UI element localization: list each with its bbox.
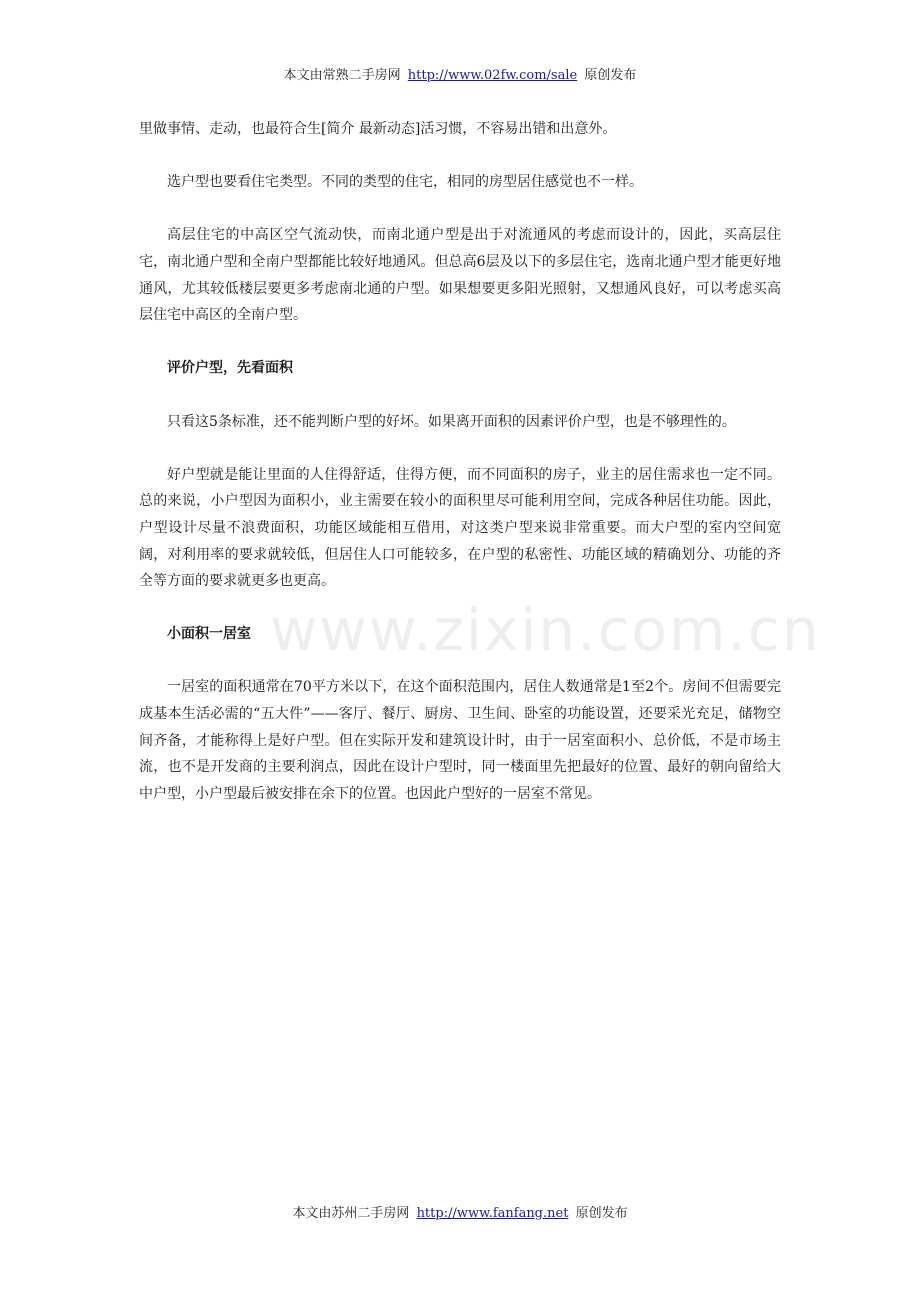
footer-link[interactable]: http://www.fanfang.net <box>416 1206 569 1221</box>
header-suffix: 原创发布 <box>584 68 637 83</box>
document-body <box>139 116 821 807</box>
paragraph-good-layout: 好户型就是能让里面的人住得舒适，住得方便，而不同面积的房子，业主的居住需求也一定不同。总的来说，小户型因为面积小，业主需要在较小的面积里尽可能利用空间，完成各种居住功能。因此，户型设计尽量不浪费面积，功能区域能相互借用，对这类户型来说非常重要。而大户型的室内空间宽阔，对利用率的要求就较低，但居住人口可能较多，在户型的私密性、功能区域的精确划分、功能的齐全等方面的要求就更多也更高。 <box>139 466 781 590</box>
watermark: www.zixin.com.cn <box>270 596 821 664</box>
paragraph-continuation: 里做事情、走动，也最符合生[简介 最新动态]活习惯，不容易出错和出意外。 <box>139 121 617 137</box>
header-prefix: 本文由常熟二手房网 <box>283 68 401 83</box>
page-header <box>0 67 920 85</box>
header-link[interactable]: http://www.02fw.com/sale <box>407 68 578 83</box>
section-heading-area: 评价户型，先看面积 <box>167 360 293 377</box>
footer-prefix: 本文由苏州二手房网 <box>292 1206 410 1221</box>
paragraph-standards: 只看这5条标准，还不能判断户型的好坏。如果离开面积的因素评价户型，也是不够理性的。 <box>167 413 736 430</box>
paragraph-housing-type: 选户型也要看住宅类型。不同的类型的住宅，相同的房型居住感觉也不一样。 <box>167 174 643 191</box>
page-footer <box>0 1205 920 1223</box>
section-heading-one-bedroom: 小面积一居室 <box>167 626 251 643</box>
footer-suffix: 原创发布 <box>575 1206 628 1221</box>
paragraph-one-bedroom: 一居室的面积通常在70平方米以下，在这个面积范围内，居住人数通常是1至2个。房间不但需要完成基本生活必需的“五大件”——客厅、餐厅、厨房、卫生间、卧室的功能设置，还要采光充足，储物空间齐备，才能称得上是好户型。但在实际开发和建筑设计时，由于一居室面积小、总价低，不是市场主流，也不是开发商的主要利润点，因此在设计户型时，同一楼面里先把最好的位置、最好的朝向留给大中户型，小户型最后被安排在余下的位置。也因此户型好的一居室不常见。 <box>139 679 781 802</box>
paragraph-ventilation: 高层住宅的中高区空气流动快，而南北通户型是出于对流通风的考虑而设计的，因此，买高层住宅，南北通户型和全南户型都能比较好地通风。但总高6层及以下的多层住宅，选南北通户型才能更好地通风，尤其较低楼层要更多考虑南北通的户型。如果想要更多阳光照射，又想通风良好，可以考虑买高层住宅中高区的全南户型。 <box>139 227 781 324</box>
